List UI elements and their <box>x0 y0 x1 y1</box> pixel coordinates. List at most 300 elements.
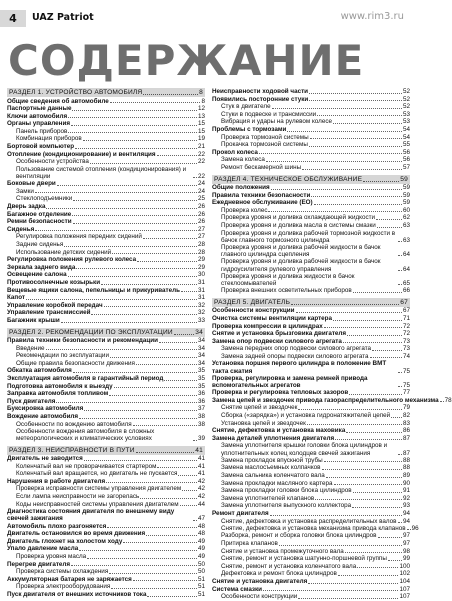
toc-page-number: 51 <box>197 583 205 591</box>
toc-page-number: 100 <box>399 562 410 570</box>
toc-chapter-entry[interactable] <box>7 294 205 302</box>
toc-entry-title: Ремни безопасности <box>7 218 72 226</box>
toc-subentry[interactable] <box>212 518 410 525</box>
toc-entry-title: Коленчатый вал не проворачивается стартером <box>16 462 157 470</box>
toc-chapter-entry[interactable] <box>212 427 410 435</box>
toc-page-number: 19 <box>197 135 205 143</box>
toc-subentry[interactable] <box>212 593 410 601</box>
toc-subentry[interactable] <box>212 540 410 548</box>
toc-entry-title: Замена передних опор подвески силового агрегата <box>221 345 372 353</box>
toc-chapter-entry[interactable] <box>7 218 205 226</box>
dot-leader <box>101 284 197 285</box>
toc-chapter-entry[interactable] <box>7 271 205 279</box>
toc-entry-title: Замена деталей уплотнения двигателя <box>212 434 335 442</box>
page-number: 4 <box>0 10 26 27</box>
dot-leader <box>398 270 402 271</box>
toc-subentry[interactable] <box>212 495 410 503</box>
toc-page-number: 52 <box>402 95 410 103</box>
toc-entry-title: Противосолнечные козырьки <box>7 278 101 286</box>
toc-page-number: 50 <box>197 560 205 568</box>
toc-chapter-entry[interactable] <box>7 455 205 463</box>
toc-chapter-entry[interactable] <box>7 538 205 546</box>
toc-entry-title: Проблемы с тормозами <box>212 125 287 133</box>
toc-page-number: 28 <box>197 248 205 256</box>
toc-entry-title: Замена уплотнителя выпускного коллектора <box>221 502 352 510</box>
toc-page-number: 87 <box>402 449 410 457</box>
toc-subentry[interactable] <box>212 156 410 164</box>
toc-page-number: 102 <box>399 570 410 578</box>
toc-page-number: 39 <box>197 435 205 443</box>
dot-leader <box>136 446 195 453</box>
dot-leader <box>110 102 201 103</box>
toc-subentry[interactable] <box>7 428 205 442</box>
toc-entry-title: Комбинация приборов <box>16 135 82 143</box>
toc-subentry[interactable] <box>7 135 205 143</box>
dot-leader <box>181 291 197 292</box>
toc-entry-title: Заправка автомобиля топливом <box>7 390 109 398</box>
toc-entry-title: Замена маслосъемных колпачков <box>221 464 321 472</box>
toc-subentry[interactable] <box>7 188 205 196</box>
dot-leader <box>324 461 402 462</box>
toc-entry-title: Двигатель не заводится <box>7 455 83 463</box>
toc-entry-title: Проверка уровня и доливка масла в системы смазки <box>221 222 376 229</box>
toc-subentry[interactable] <box>212 442 410 456</box>
toc-entry-title: Замена уплотнителя крышки головки блока цилиндров и уплотнительных колец колодцев свечей зажигания <box>221 442 388 457</box>
toc-entry-title: Замена прокладки масляного картера <box>221 479 333 487</box>
toc-section-heading[interactable] <box>7 88 205 97</box>
toc-chapter-entry[interactable] <box>7 98 205 106</box>
toc-entry-title: Сиденья <box>7 225 35 233</box>
dot-leader <box>35 230 197 231</box>
toc-page-number: 22 <box>197 173 205 181</box>
toc-page-number: 53 <box>402 118 410 126</box>
toc-entry-title: Проверка уровня и доливка жидкости в бачок стеклоомывателей <box>221 272 355 288</box>
toc-page-number: 41 <box>197 462 205 470</box>
toc-entry-title: Снятие, ремонт и установка шатунно-поршневой группы <box>221 555 387 563</box>
dot-leader <box>398 454 402 455</box>
dot-leader <box>140 498 197 499</box>
toc-page-number: 65 <box>402 280 410 288</box>
toc-page-number: 35 <box>197 382 205 390</box>
toc-subentry[interactable] <box>212 103 410 111</box>
toc-subentry[interactable] <box>7 195 205 203</box>
toc-subentry[interactable] <box>212 230 410 244</box>
toc-section-heading[interactable] <box>7 328 205 337</box>
dot-leader <box>440 401 444 402</box>
toc-entry-title: Прокол колеса <box>212 148 258 156</box>
toc-chapter-entry[interactable] <box>7 413 205 421</box>
toc-subentry[interactable] <box>212 464 410 472</box>
toc-chapter-entry[interactable] <box>7 143 205 151</box>
toc-chapter-entry[interactable] <box>7 105 205 113</box>
dot-leader <box>114 387 197 388</box>
toc-subentry[interactable] <box>212 412 410 420</box>
toc-entry-title: Отопление (кондиционирование) и вентиляция <box>7 150 156 158</box>
toc-entry-title: Управление трансмиссией <box>7 309 91 317</box>
page-header <box>0 0 420 28</box>
dot-leader <box>133 425 197 426</box>
dot-leader <box>68 117 197 118</box>
toc-chapter-entry[interactable] <box>7 279 205 287</box>
toc-subentry[interactable] <box>212 258 410 272</box>
toc-entry-title: Общие сведения об автомобиле <box>7 97 109 105</box>
dot-leader <box>346 432 402 433</box>
toc-page-number: 42 <box>197 477 205 485</box>
dot-leader <box>46 208 197 209</box>
dot-leader <box>110 357 197 358</box>
dot-leader <box>349 394 402 395</box>
toc-page-number: 25 <box>197 195 205 203</box>
toc-chapter-entry[interactable] <box>7 203 205 211</box>
toc-chapter-entry[interactable] <box>7 264 205 272</box>
page-heading: СОДЕРЖАНИЕ <box>8 36 365 85</box>
toc-subentry[interactable] <box>7 158 205 166</box>
toc-page-number: 104 <box>399 577 410 585</box>
toc-chapter-entry[interactable] <box>7 287 205 295</box>
toc-entry-title: Замена цепей и звездочек привода газораспределительного механизма <box>212 396 439 404</box>
toc-page-number: 49 <box>197 553 205 560</box>
toc-chapter-entry[interactable] <box>7 367 205 375</box>
toc-page-number: 88 <box>402 464 410 472</box>
toc-entry-title: Ежедневное обслуживание (ЕО) <box>212 199 313 207</box>
toc-page-number: 90 <box>402 479 410 487</box>
toc-chapter-entry[interactable] <box>7 545 205 553</box>
toc-subentry[interactable] <box>7 568 205 576</box>
toc-chapter-entry[interactable] <box>212 149 410 157</box>
dot-leader <box>287 131 402 132</box>
toc-page-number: 51 <box>197 575 205 583</box>
toc-entry-title: Дефектовка и ремонт блока цилиндров <box>221 570 337 578</box>
toc-page-number: 59 <box>402 199 410 207</box>
toc-chapter-entry[interactable] <box>212 307 410 315</box>
toc-chapter-entry[interactable] <box>7 478 205 486</box>
dot-leader <box>298 598 398 599</box>
toc-entry-title: Замена прокладок впускной трубы <box>221 456 323 464</box>
toc-subentry[interactable] <box>7 501 205 509</box>
toc-chapter-entry[interactable] <box>212 389 410 397</box>
toc-entry-title: Коленчатый вал вращается, но двигатель не пускается <box>16 470 178 478</box>
toc-chapter-entry[interactable] <box>212 510 410 518</box>
toc-page-number: 73 <box>402 337 410 345</box>
toc-chapter-entry[interactable] <box>212 315 410 323</box>
dot-leader <box>68 276 197 277</box>
toc-entry-title: Проверка системы охлаждения <box>16 568 109 576</box>
dot-leader <box>75 148 197 149</box>
toc-chapter-entry[interactable] <box>212 360 410 374</box>
toc-subentry[interactable] <box>212 404 410 412</box>
toc-page-number: 62 <box>402 214 410 222</box>
toc-entry-title: Стеклоподъемники <box>16 195 73 203</box>
toc-page-number: 38 <box>197 412 205 420</box>
toc-page-number: 52 <box>402 88 410 95</box>
toc-page-number: 91 <box>402 487 410 495</box>
toc-chapter-entry[interactable] <box>7 337 205 345</box>
toc-chapter-entry[interactable] <box>212 330 410 338</box>
toc-chapter-entry[interactable] <box>7 180 205 188</box>
dot-leader <box>338 575 399 576</box>
dot-leader <box>311 196 402 197</box>
toc-subentry[interactable] <box>212 222 410 230</box>
dot-leader <box>71 565 197 566</box>
toc-page-number: 63 <box>402 236 410 244</box>
toc-page-number: 49 <box>197 545 205 553</box>
toc-subentry[interactable] <box>212 273 410 287</box>
toc-entry-title: Дверь задка <box>7 203 46 211</box>
toc-chapter-entry[interactable] <box>7 375 205 383</box>
toc-subentry[interactable] <box>212 345 410 353</box>
toc-page-number: 79 <box>402 404 410 412</box>
toc-page-number: 97 <box>402 539 410 547</box>
dot-leader <box>71 125 197 126</box>
toc-subentry[interactable] <box>7 493 205 501</box>
dot-leader <box>370 357 402 358</box>
toc-subentry[interactable] <box>7 485 205 493</box>
dot-leader <box>309 146 402 147</box>
dot-leader <box>398 241 402 242</box>
site-url: www.rim3.ru <box>340 11 404 22</box>
dot-leader <box>83 140 197 141</box>
toc-page-number: 50 <box>197 568 205 576</box>
toc-page-number: 99 <box>402 555 410 563</box>
toc-entry-title: Стуки в подвеске и трансмиссии <box>221 110 317 118</box>
toc-entry-title: Правила техники безопасности и рекомендации <box>7 337 158 345</box>
toc-subentry[interactable] <box>7 166 205 180</box>
toc-entry-title: Стук в двигателе <box>221 103 271 111</box>
dot-leader <box>347 335 402 336</box>
toc-entry-title: Диагностика состояния двигателя по внешнему виду свечей зажигания <box>7 508 175 523</box>
toc-entry-title: Бортовой компьютер <box>7 143 75 151</box>
dot-leader <box>322 469 402 470</box>
toc-entry-title: РАЗДЕЛ 1. УСТРОЙСТВО АВТОМОБИЛЯ <box>9 89 143 96</box>
dot-leader <box>157 467 197 468</box>
toc-chapter-entry[interactable] <box>212 578 410 586</box>
dot-leader <box>296 312 402 313</box>
toc-entry-title: Проверка уровня масла <box>16 553 87 560</box>
dot-leader <box>159 342 197 343</box>
dot-leader <box>72 215 197 216</box>
toc-section-heading[interactable] <box>212 175 410 184</box>
dot-leader <box>363 175 399 182</box>
toc-entry-title: Если лампа неисправности не загорелась <box>16 493 140 501</box>
toc-chapter-entry[interactable] <box>212 338 410 346</box>
toc-subentry[interactable] <box>7 249 205 257</box>
toc-page-number: 72 <box>402 330 410 338</box>
toc-subentry[interactable] <box>212 141 410 149</box>
toc-subentry[interactable] <box>212 118 410 126</box>
toc-entry-title: Прокачка тормозной системы <box>221 141 308 149</box>
toc-subentry[interactable] <box>212 570 410 578</box>
dot-leader <box>56 402 197 403</box>
toc-chapter-entry[interactable] <box>7 256 205 264</box>
dot-leader <box>263 590 398 591</box>
toc-page-number: 78 <box>444 396 452 404</box>
toc-page-number: 49 <box>197 537 205 545</box>
dot-leader <box>46 349 197 350</box>
dot-leader <box>266 161 402 162</box>
dot-leader <box>353 292 402 293</box>
dot-leader <box>61 322 197 323</box>
toc-chapter-entry[interactable] <box>212 184 410 192</box>
dot-leader <box>353 492 402 493</box>
toc-page-number: 96 <box>411 524 419 532</box>
toc-page-number: 26 <box>197 210 205 218</box>
toc-entry-title: Замена прокладки головки блока цилиндров <box>221 487 352 495</box>
toc-subentry[interactable] <box>212 287 410 295</box>
toc-entry-title: Система смазки <box>212 585 263 593</box>
toc-subentry[interactable] <box>212 472 410 480</box>
toc-entry-title: Разборка, ремонт и сборка головки блока цилиндров <box>221 532 377 540</box>
dot-leader <box>317 115 402 116</box>
dot-leader <box>164 380 197 381</box>
toc-entry-title: Двигатель глохнет на холостом ходу <box>7 537 123 545</box>
dot-leader <box>84 410 197 411</box>
toc-chapter-entry[interactable] <box>7 309 205 317</box>
toc-entry-title: Коды неисправностей системы управления двигателем <box>16 500 179 508</box>
toc-section-heading[interactable] <box>212 298 410 307</box>
dot-leader <box>268 211 402 212</box>
toc-entry-title: Снятие и установка двигателя <box>212 577 308 585</box>
toc-entry-title: Особенности вождения автомобиля в сложных метеорологических и климатических условиях <box>16 428 155 443</box>
toc-chapter-entry[interactable] <box>7 113 205 121</box>
toc-subentry[interactable] <box>212 244 410 258</box>
dot-leader <box>333 123 402 124</box>
toc-entry-title: Рекомендации по эксплуатации <box>16 352 109 360</box>
dot-leader <box>112 253 197 254</box>
toc-chapter-entry[interactable] <box>7 508 205 522</box>
toc-chapter-entry[interactable] <box>7 523 205 531</box>
toc-entry-title: Органы управления <box>7 120 71 128</box>
dot-leader <box>398 386 402 387</box>
dot-leader <box>372 350 402 351</box>
dot-leader <box>315 499 402 500</box>
toc-page-number: 72 <box>402 322 410 330</box>
toc-page-number: 32 <box>197 309 205 317</box>
toc-page-number: 64 <box>402 265 410 273</box>
toc-subentry[interactable] <box>212 487 410 495</box>
toc-chapter-entry[interactable] <box>7 120 205 128</box>
dot-leader <box>377 227 402 228</box>
toc-page-number: 33 <box>197 316 205 324</box>
toc-entry-title: Правила техники безопасности <box>212 191 311 199</box>
toc-page-number: 64 <box>402 251 410 259</box>
toc-section-heading[interactable] <box>7 446 205 455</box>
toc-entry-title: Замена задней опоры подвески силового агрегата <box>221 352 369 360</box>
toc-chapter-entry[interactable] <box>7 530 205 538</box>
toc-subentry[interactable] <box>212 457 410 465</box>
dot-leader <box>376 219 402 220</box>
toc-page-number: 31 <box>197 286 205 294</box>
dot-leader <box>73 200 197 201</box>
toc-entry-title: Буксировка автомобиля <box>7 405 84 413</box>
toc-subentry[interactable] <box>7 553 205 561</box>
dot-leader <box>111 588 197 589</box>
toc-page-number: 27 <box>197 225 205 233</box>
toc-chapter-entry[interactable] <box>7 405 205 413</box>
toc-page-number: 21 <box>197 143 205 151</box>
toc-subentry[interactable] <box>212 353 410 361</box>
toc-entry-title: Вибрация и удары на рулевом колесе <box>221 118 332 126</box>
toc-entry-title: Особенности конструкции <box>212 307 295 315</box>
toc-chapter-entry[interactable] <box>212 126 410 134</box>
toc-entry-title: Замки <box>16 187 34 195</box>
toc-subentry[interactable] <box>7 470 205 478</box>
toc-chapter-entry[interactable] <box>212 323 410 331</box>
toc-subentry[interactable] <box>212 164 410 172</box>
toc-chapter-entry[interactable] <box>212 586 410 594</box>
toc-chapter-entry[interactable] <box>7 591 205 599</box>
toc-chapter-entry[interactable] <box>7 317 205 325</box>
toc-chapter-entry[interactable] <box>212 88 410 96</box>
toc-subentry[interactable] <box>212 532 410 540</box>
toc-page-number: 89 <box>402 472 410 480</box>
toc-subentry[interactable] <box>7 241 205 249</box>
toc-page-number: 67 <box>402 307 410 315</box>
toc-entry-title: Пуск двигателя от внешних источников тока <box>7 590 147 598</box>
toc-subentry[interactable] <box>7 345 205 353</box>
toc-page-number: 92 <box>402 494 410 502</box>
toc-subentry[interactable] <box>7 583 205 591</box>
dot-leader <box>302 169 402 170</box>
toc-subentry[interactable] <box>212 214 410 222</box>
toc-entry-title: Подготовка автомобиля к выезду <box>7 382 113 390</box>
dot-leader <box>309 100 402 101</box>
dot-leader <box>136 364 197 365</box>
toc-entry-title: Проверка компрессии в цилиндрах <box>212 322 323 330</box>
dot-leader <box>343 342 402 343</box>
toc-subentry[interactable] <box>7 352 205 360</box>
toc-entry-title: Снятие, дефектовка и установка маховика <box>212 427 346 435</box>
dot-leader <box>378 537 402 538</box>
toc-entry-title: Введение <box>16 344 45 352</box>
toc-chapter-entry[interactable] <box>212 375 410 389</box>
dot-leader <box>64 246 197 247</box>
dot-leader <box>146 535 197 536</box>
toc-chapter-entry[interactable] <box>7 390 205 398</box>
toc-subentry[interactable] <box>212 502 410 510</box>
dot-leader <box>357 567 398 568</box>
toc-page-number: 73 <box>402 345 410 353</box>
toc-entry-title: Регулировка положения рулевого колеса <box>7 256 137 264</box>
toc-page-number: 31 <box>197 294 205 302</box>
toc-entry-title: Сборка («зарядка») и установка гидронатяжителей цепей <box>221 412 391 420</box>
toc-entry-title: Багажник крыши <box>7 316 60 324</box>
toc-entry-title: Капот <box>7 294 25 302</box>
toc-subentry[interactable] <box>212 555 410 563</box>
toc-page-number: 48 <box>197 530 205 538</box>
toc-chapter-entry[interactable] <box>212 199 410 207</box>
toc-entry-title: Проверка внешних осветительных приборов <box>221 287 352 295</box>
toc-subentry[interactable] <box>212 420 410 428</box>
toc-chapter-entry[interactable] <box>7 561 205 569</box>
toc-page-number: 32 <box>197 301 205 309</box>
toc-chapter-entry[interactable] <box>212 96 410 104</box>
toc-column-left <box>7 88 205 599</box>
dot-leader <box>407 529 411 530</box>
toc-entry-title: Зеркала заднего вида <box>7 263 76 271</box>
dot-leader <box>291 298 399 305</box>
toc-page-number: 31 <box>197 278 205 286</box>
dot-leader <box>259 153 402 154</box>
dot-leader <box>180 505 197 506</box>
toc-page-number: 36 <box>197 397 205 405</box>
toc-entry-title: Общие положения <box>212 184 270 192</box>
toc-entry-title: Панель приборов <box>16 127 68 135</box>
toc-page-number: 12 <box>197 105 205 113</box>
toc-entry-title: Снятие цепей и звездочек <box>221 404 298 412</box>
toc-entry-title: Управление коробкой передач <box>7 301 103 309</box>
toc-page-number: 26 <box>197 218 205 226</box>
toc-subentry[interactable] <box>7 233 205 241</box>
